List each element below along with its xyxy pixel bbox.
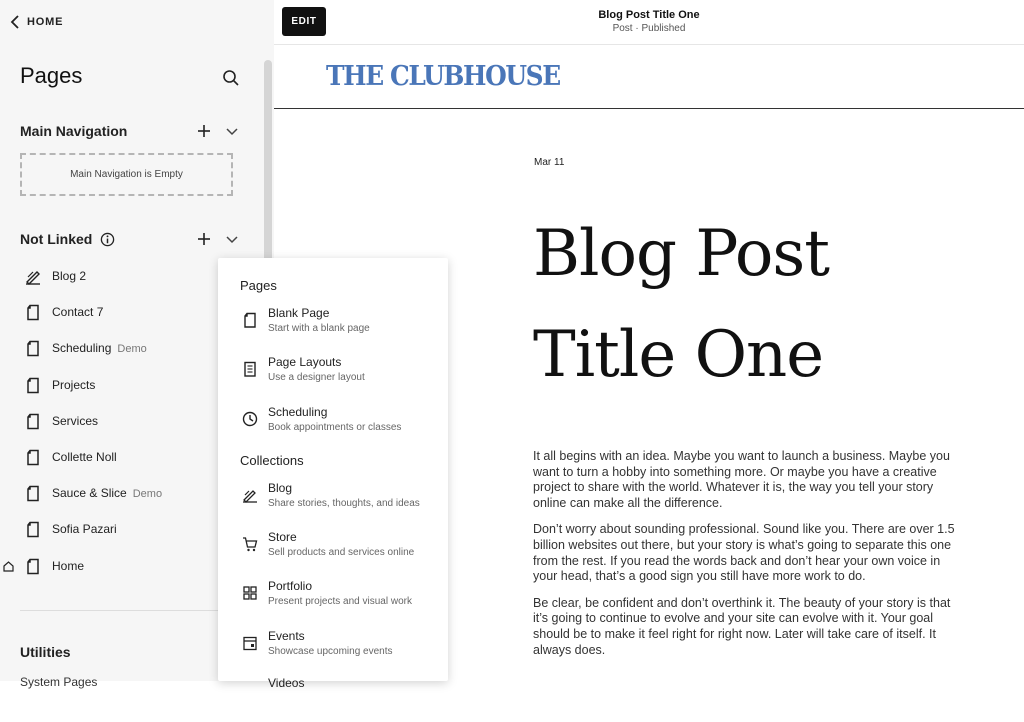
layout-icon bbox=[242, 361, 258, 377]
add-icon[interactable] bbox=[196, 123, 212, 139]
blank-page-icon bbox=[242, 312, 258, 328]
menu-item-title: Store bbox=[268, 530, 297, 544]
menu-item-title: Blank Page bbox=[268, 306, 330, 320]
menu-heading-collections: Collections bbox=[240, 453, 304, 468]
page-icon bbox=[25, 340, 41, 357]
sidebar-divider bbox=[20, 610, 220, 611]
chevron-down-icon[interactable] bbox=[224, 231, 240, 247]
post-paragraph: It all begins with an idea. Maybe you want to launch a business. Maybe you want to turn a hobby into something more. Or maybe you have a creative project to share with the world. Whatever it is, the way you tell your story online can make all the difference. bbox=[533, 449, 950, 510]
empty-text: Main Navigation is Empty bbox=[70, 169, 183, 180]
sidebar-item-label: Projects bbox=[52, 377, 96, 392]
add-icon[interactable] bbox=[196, 231, 212, 247]
menu-item-blog[interactable] bbox=[218, 481, 448, 527]
menu-item-desc: Start with a blank page bbox=[268, 323, 370, 334]
sidebar-item-label: Blog 2 bbox=[52, 269, 87, 283]
page-icon bbox=[25, 304, 41, 321]
menu-item-videos[interactable] bbox=[218, 676, 448, 722]
menu-item-title: Events bbox=[268, 629, 305, 643]
menu-item-desc: Present projects and visual work bbox=[268, 596, 412, 607]
chevron-left-icon bbox=[10, 15, 20, 29]
main-navigation-heading bbox=[20, 123, 127, 139]
page-icon bbox=[25, 521, 41, 538]
menu-item-desc: Book appointments or classes bbox=[268, 422, 402, 433]
blog-icon bbox=[242, 487, 258, 503]
menu-item-desc: Share stories, thoughts, and ideas bbox=[268, 498, 420, 509]
clock-icon bbox=[242, 411, 258, 427]
menu-item-desc: Showcase upcoming events bbox=[268, 646, 393, 657]
chevron-down-icon[interactable] bbox=[224, 123, 240, 139]
menu-item-title: Page Layouts bbox=[268, 355, 342, 369]
page-icon bbox=[25, 449, 41, 466]
page-icon bbox=[25, 377, 41, 394]
main-navigation-label: Main Navigation bbox=[20, 123, 128, 139]
home-back-link[interactable] bbox=[10, 14, 63, 30]
menu-item-events[interactable] bbox=[218, 629, 448, 675]
post-paragraph: Don’t worry about sounding professional. Sound like you. There are over 1.5 billion websites out there, but your story is what’s going to separate this one from the rest. If you read the words back and don’t hear your own voice in your head, that’s a good sign you still have more work to do. bbox=[533, 522, 955, 584]
header-divider bbox=[274, 108, 1024, 109]
page-icon bbox=[25, 413, 41, 430]
main-navigation-empty[interactable] bbox=[20, 153, 233, 196]
menu-item-portfolio[interactable] bbox=[218, 579, 448, 625]
post-date: Mar 11 bbox=[534, 157, 565, 168]
not-linked-label: Not Linked bbox=[20, 231, 93, 247]
post-status: Post · Published bbox=[612, 23, 686, 34]
menu-item-title: Videos bbox=[268, 676, 305, 690]
menu-item-scheduling[interactable] bbox=[218, 405, 448, 451]
sidebar-item-label: Scheduling Demo bbox=[52, 341, 147, 356]
search-icon[interactable] bbox=[222, 69, 240, 87]
homepage-icon bbox=[3, 561, 14, 572]
demo-badge: Demo bbox=[132, 488, 163, 501]
menu-item-blank-page[interactable] bbox=[218, 306, 448, 352]
not-linked-heading bbox=[20, 231, 115, 247]
grid-icon bbox=[242, 585, 258, 601]
site-logo[interactable]: THE CLUBHOUSE bbox=[326, 61, 560, 92]
home-link-label: HOME bbox=[27, 16, 64, 28]
blog-icon bbox=[25, 268, 41, 285]
sidebar-item-label: Collette Noll bbox=[52, 449, 117, 464]
page-icon bbox=[25, 558, 41, 575]
menu-heading-pages: Pages bbox=[240, 278, 277, 293]
menu-item-desc: Use a designer layout bbox=[268, 372, 365, 383]
menu-item-desc: Sell products and services online bbox=[268, 547, 415, 558]
page-icon bbox=[25, 485, 41, 502]
post-body bbox=[533, 449, 963, 669]
sidebar-item-label: Services bbox=[52, 413, 99, 428]
post-title: Blog Post Title One bbox=[598, 9, 700, 21]
sidebar-item-label: Sofia Pazari bbox=[52, 522, 117, 537]
calendar-icon bbox=[242, 635, 258, 651]
sidebar-item-label: Contact 7 bbox=[52, 305, 104, 320]
sidebar-item-system-pages[interactable]: System Pages bbox=[20, 675, 98, 689]
cart-icon bbox=[242, 536, 258, 552]
preview-topbar bbox=[274, 0, 1024, 45]
demo-badge: Demo bbox=[117, 343, 147, 356]
add-page-menu bbox=[218, 258, 448, 690]
menu-item-store[interactable] bbox=[218, 530, 448, 576]
sidebar-item-label: Home bbox=[52, 558, 85, 573]
post-heading: Blog Post Title One bbox=[533, 217, 829, 392]
menu-item-title: Scheduling bbox=[268, 405, 328, 419]
post-paragraph: Be clear, be confident and don’t overthink it. The beauty of your story is that it’s going to continue to evolve and your site can evolve with it. Your goal should be to make it feel right for right now. Later will take care of itself. It always does. bbox=[533, 595, 951, 657]
menu-item-page-layouts[interactable] bbox=[218, 355, 448, 401]
menu-item-title: Blog bbox=[268, 481, 293, 495]
info-icon[interactable] bbox=[100, 232, 115, 247]
sidebar-item-label: Sauce & Slice Demo bbox=[52, 486, 163, 501]
utilities-heading: Utilities bbox=[20, 644, 71, 660]
menu-item-title: Portfolio bbox=[268, 579, 313, 593]
sidebar-title: Pages bbox=[20, 63, 83, 88]
edit-button[interactable]: EDIT bbox=[282, 7, 326, 36]
